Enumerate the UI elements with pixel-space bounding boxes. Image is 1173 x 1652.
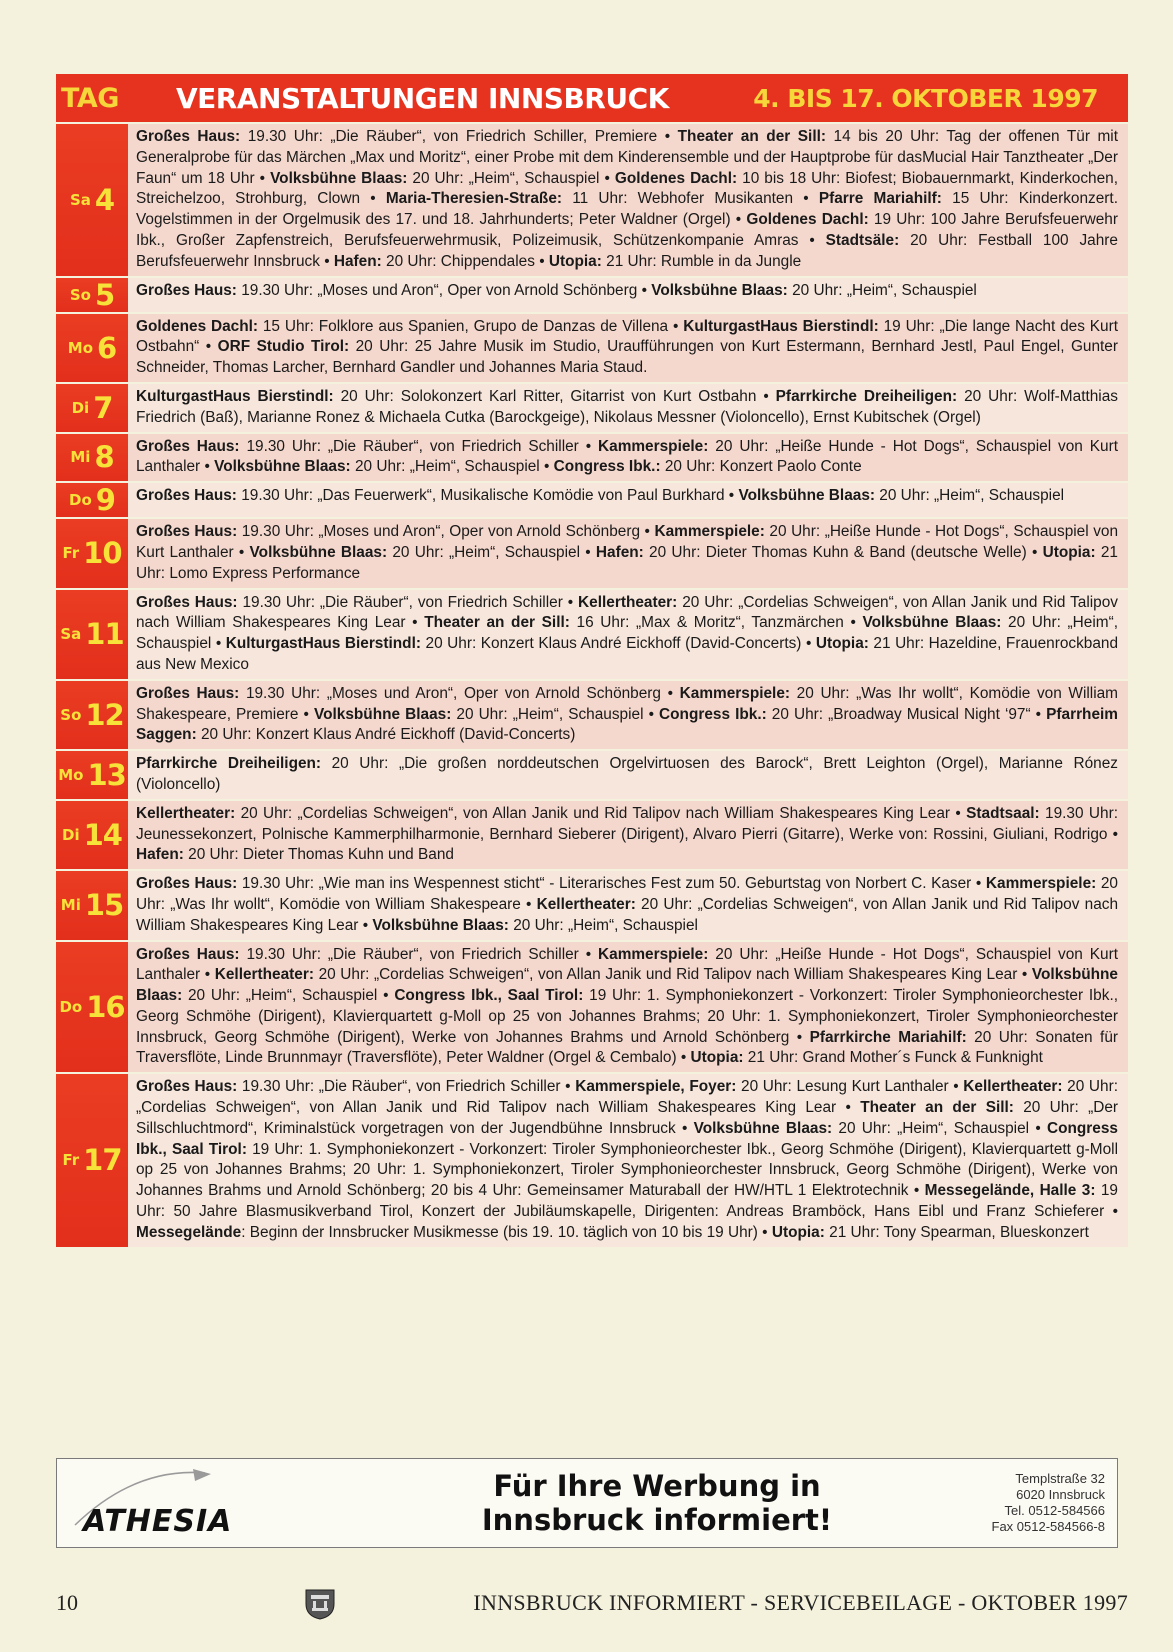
event-details: 20 Uhr: Sonaten für Traversflöte, Linde Brunnmayr (Traversflöte), Peter Waldner (Orgel & Cembalo) • — [136, 1028, 1118, 1067]
weekday-abbrev: Sa — [69, 190, 91, 209]
event-details: 20 Uhr: Lesung Kurt Lanthaler • — [736, 1078, 964, 1096]
event-details: 19.30 Uhr: „Die Räuber“, von Friedrich Schiller • — [237, 1078, 576, 1096]
venue-name: Goldenes Dachl: — [746, 211, 869, 229]
event-details: 19.30 Uhr: „Die Räuber“, von Friedrich Schiller • — [239, 945, 599, 963]
event-details: 20 Uhr: „Cordelias Schweigen“, von Allan Janik und Rid Talipov nach William Shakespeares King Lear • — [136, 895, 1119, 934]
day-row — [56, 432, 1128, 482]
event-listing — [128, 124, 1128, 276]
event-details: 20 Uhr: „Was Ihr wollt“, Komödie von William Shakespeare • — [136, 875, 1118, 913]
venue-name: Volksbühne Blaas: — [270, 169, 408, 187]
day-row — [56, 749, 1128, 799]
day-row — [56, 588, 1128, 679]
event-listing — [128, 801, 1128, 869]
date-range: 4. BIS 17. OKTOBER 1997 — [753, 83, 1098, 113]
event-details: 20 Uhr: „Der Sillschluchtmord“, Kriminalstück vorgetragen von der Jugendbühne Innsbruck • — [136, 1099, 1119, 1137]
day-row — [56, 799, 1128, 869]
venue-name: Kellertheater: — [578, 593, 678, 611]
day-number: 17 — [83, 1143, 122, 1178]
event-listing — [128, 871, 1128, 939]
event-details: 15 Uhr: Folklore aus Spanien, Grupo de Danzas de Villena • — [258, 317, 684, 335]
event-details: 20 Uhr: Konzert Klaus André Eickhoff (David-Concerts) • — [420, 635, 816, 653]
event-details: 19.30 Uhr: „Die Räuber“, von Friedrich Schiller, Premiere • — [240, 128, 678, 145]
event-details: 20 Uhr: „Heim“, Schauspiel • — [387, 543, 596, 561]
venue-name: Theater an der Sill: — [677, 128, 826, 145]
event-details: 20 Uhr: „Heim“, Schauspiel • — [832, 1119, 1047, 1137]
ad-fax: Fax 0512-584566-8 — [991, 1519, 1105, 1534]
ad-slogan-line1: Für Ihre Werbung in — [493, 1469, 821, 1503]
venue-name: Großes Haus: — [136, 487, 237, 505]
event-details: 21 Uhr: Grand Mother´s Funck & Funknight — [743, 1049, 1043, 1067]
weekday-abbrev: Mi — [60, 896, 81, 915]
venue-name: KulturgastHaus Bierstindl: — [136, 387, 334, 405]
weekday-abbrev: Fr — [62, 544, 80, 563]
day-label — [56, 1074, 128, 1246]
event-details: 21 Uhr: Hazeldine, Frauenrockband aus New Mexico — [136, 635, 1119, 673]
event-details: 20 Uhr: „Heim“, Schauspiel • — [182, 987, 395, 1005]
venue-name: Congress Ibk., Saal Tirol: — [394, 987, 584, 1005]
venue-name: Hafen: — [136, 846, 184, 864]
venue-name: Congress Ibk., Saal Tirol: — [136, 1119, 1118, 1158]
event-details: 20 Uhr: Chippendales • — [381, 252, 549, 270]
venue-name: Kammerspiele, Foyer: — [575, 1078, 737, 1096]
venue-name: Kammerspiele: — [679, 684, 791, 702]
event-details: 19.30 Uhr: „Moses und Aron“, Oper von Arnold Schönberg • — [239, 684, 680, 702]
event-details: 19 Uhr: 1. Symphoniekonzert - Vorkonzert: Tiroler Symphonieorchester Ibk., Georg Schmöhe (Dirigent), Klavierquartett g-Moll op 25 von Johannes Brahms; 20 Uhr: 1. Symphoniekonzert, Tiroler Symphonieorchester Innsbruck, Georg Schmöhe (Dirigent), Werke von Johannes Brahms und Arnold Schönberg; 20 bis 4 Uhr: Gemeinsamer Maturaball der HW/HTL 1 Elektrotechnik • — [136, 1140, 1118, 1200]
event-details: 20 Uhr: „Heiße Hunde - Hot Dogs“, Schauspiel von Kurt Lanthaler • — [136, 945, 1118, 984]
event-details: 21 Uhr: Rumble in da Jungle — [601, 252, 802, 270]
day-number: 9 — [95, 483, 115, 518]
event-details: 20 Uhr: „Heim“, Schauspiel • — [451, 705, 660, 723]
venue-name: Messegelände, Halle 3: — [924, 1182, 1096, 1200]
day-number: 8 — [94, 440, 114, 475]
day-number: 14 — [83, 817, 122, 852]
event-details: : Beginn der Innsbrucker Musikmesse (bis 19. 10. täglich von 10 bis 19 Uhr) • — [241, 1223, 772, 1241]
day-number: 11 — [85, 617, 124, 652]
day-row — [56, 679, 1128, 749]
weekday-abbrev: So — [60, 705, 82, 724]
venue-name: Congress Ibk.: — [659, 705, 767, 723]
day-row — [56, 382, 1128, 432]
venue-name: Großes Haus: — [136, 684, 240, 702]
day-row — [56, 312, 1128, 382]
venue-name: Hafen: — [595, 543, 644, 561]
event-details: 19.30 Uhr: „Moses und Aron“, Oper von Arnold Schönberg • — [236, 281, 652, 299]
event-listing — [128, 314, 1128, 382]
event-details: 20 Uhr: „Broadway Musical Night ‘97“ • — [766, 705, 1047, 723]
venue-name: Großes Haus: — [136, 1078, 238, 1096]
day-number: 13 — [87, 757, 126, 792]
day-number: 4 — [94, 182, 115, 217]
venue-name: Großes Haus: — [136, 593, 238, 611]
weekday-abbrev: So — [69, 285, 91, 304]
venue-name: Volksbühne Blaas: — [693, 1119, 833, 1137]
page-footer — [56, 1590, 1128, 1620]
page-number: 10 — [56, 1590, 78, 1615]
venue-name: Utopia: — [1042, 543, 1096, 561]
event-details: 20 Uhr: „Heim“, Schauspiel — [875, 487, 1065, 505]
event-details: 20 Uhr: Konzert Paolo Conte — [660, 458, 862, 476]
weekday-abbrev: Mi — [70, 448, 91, 467]
event-details: 20 Uhr: „Heim“, Schauspiel — [508, 916, 698, 934]
event-details: 20 Uhr: „Heim“, Schauspiel • — [136, 614, 1118, 653]
event-details: 14 bis 20 Uhr: Tag der offenen Tür mit Generalprobe für das Märchen „Max und Moritz“, einer Probe mit dem Kinderensemble und der Hauptprobe für dasMucial Hair Tanztheater „Der Faun“ um 18 Uhr • — [136, 128, 1119, 187]
event-listing — [128, 681, 1128, 749]
event-details: 19 Uhr: 100 Jahre Berufsfeuerwehr Ibk., Großer Zapfenstreich, Berufsfeuerwehrmusik, Polizeimusik, Schützenkompanie Amras • — [136, 211, 1118, 249]
day-number: 15 — [84, 888, 124, 923]
venue-name: KulturgastHaus Bierstindl: — [683, 317, 879, 335]
day-label — [56, 519, 128, 587]
venue-name: Goldenes Dachl: — [136, 317, 259, 335]
event-listing — [128, 483, 1128, 517]
venue-name: Maria-Theresien-Straße: — [385, 190, 563, 208]
event-details: 20 Uhr: Festball 100 Jahre Berufsfeuerwehr Innsbruck • — [136, 231, 1118, 270]
event-details: 20 Uhr: Dieter Thomas Kuhn und Band — [183, 846, 454, 864]
day-row — [56, 940, 1128, 1073]
event-listing — [128, 942, 1128, 1073]
event-listing — [128, 434, 1128, 482]
event-details: 20 Uhr: Konzert Klaus André Eickhoff (David-Concerts) — [196, 726, 576, 744]
ad-contact — [992, 1471, 1105, 1535]
day-label — [56, 434, 128, 482]
venue-name: Utopia: — [771, 1223, 825, 1241]
day-label — [56, 801, 128, 869]
weekday-abbrev: Do — [59, 997, 83, 1016]
venue-name: Pfarrkirche Mariahilf: — [809, 1028, 967, 1046]
event-details: 21 Uhr: Lomo Express Performance — [136, 543, 1118, 582]
event-details: 11 Uhr: Webhofer Musikanten • — [562, 190, 819, 208]
venue-name: Volksbühne Blaas: — [372, 916, 509, 934]
venue-name: Pfarre Mariahilf: — [818, 190, 942, 208]
event-details: 19.30 Uhr: „Die Räuber“, von Friedrich Schiller • — [239, 437, 599, 455]
event-details: 21 Uhr: Tony Spearman, Blueskonzert — [824, 1223, 1089, 1241]
venue-name: Volksbühne Blaas: — [651, 281, 788, 299]
venue-name: Großes Haus: — [136, 875, 238, 893]
venue-name: Großes Haus: — [136, 437, 240, 455]
ad-phone: Tel. 0512-584566 — [1004, 1503, 1105, 1518]
event-details: 20 Uhr: „Heim“, Schauspiel • — [350, 458, 554, 476]
event-details: 19.30 Uhr: Jeunessekonzert, Polnische Kammerphilharmonie, Bernhard Sieberer (Dirigent), Alvaro Pierri (Gitarre), Werke von: Rossini, Giuliani, Rodrigo • — [136, 804, 1118, 843]
venue-name: Goldenes Dachl: — [614, 169, 738, 187]
venue-name: Messegelände — [136, 1223, 242, 1241]
venue-name: Kammerspiele: — [598, 437, 709, 455]
event-details: 19 Uhr: „Die lange Nacht des Kurt Ostbahn“ • — [136, 317, 1118, 356]
athesia-logo-text: ATHESIA — [83, 1504, 233, 1539]
event-listing — [128, 1074, 1128, 1246]
venue-name: Stadtsäle: — [825, 231, 900, 249]
ad-address-street: Templstraße 32 — [1015, 1471, 1105, 1486]
weekday-abbrev: Mo — [58, 765, 84, 784]
event-details: 16 Uhr: „Max & Moritz“, Tanzmärchen • — [569, 614, 863, 632]
day-number: 7 — [93, 390, 113, 425]
event-details: 10 bis 18 Uhr: Biofest; Biobauernmarkt, Kinderkochen, Streichelzoo, Strohburg, Clown • — [136, 169, 1118, 208]
event-details: 20 Uhr: Solokonzert Karl Ritter, Gitarrist von Kurt Ostbahn • — [333, 387, 776, 405]
venue-name: Großes Haus: — [136, 945, 240, 963]
page-title: VERANSTALTUNGEN INNSBRUCK — [176, 81, 669, 115]
venue-name: Pfarrkirche Dreiheiligen: — [136, 755, 322, 773]
day-label — [56, 871, 128, 939]
event-details: 20 Uhr: „Was Ihr wollt“, Komödie von William Shakespeare, Premiere • — [136, 684, 1119, 723]
venue-name: Volksbühne Blaas: — [214, 458, 351, 476]
day-number: 5 — [94, 277, 115, 312]
venue-name: Kellertheater: — [214, 966, 314, 984]
venue-name: Großes Haus: — [136, 523, 238, 541]
venue-name: Volksbühne Blaas: — [738, 487, 876, 505]
venue-name: Großes Haus: — [136, 128, 241, 145]
venue-name: Kammerspiele: — [985, 875, 1097, 893]
weekday-abbrev: Sa — [60, 625, 82, 644]
day-label — [56, 483, 128, 517]
day-row — [56, 122, 1128, 276]
event-details: 19 Uhr: 1. Symphoniekonzert - Vorkonzert: Tiroler Symphonieorchester Ibk., Georg Schmöhe (Dirigent), Klavierquartett g-Moll op 25 von Johannes Brahms; 20 Uhr: 1. Symphoniekonzert, Tiroler Symphonieorchester Innsbruck, Georg Schmöhe (Dirigent), Werke von Johannes Brahms und Arnold Schönberg • — [136, 987, 1118, 1046]
event-details: 20 Uhr: „Cordelias Schweigen“, von Allan Janik und Rid Talipov nach William Shakespeares King Lear • — [136, 593, 1118, 632]
event-details: 20 Uhr: Wolf-Matthias Friedrich (Baß), Marianne Ronez & Michaela Cutka (Barockgeige), Nikolaus Messner (Violoncello), Ernst Kubitschek (Orgel) — [136, 387, 1118, 426]
day-number: 10 — [83, 536, 122, 571]
venue-name: ORF Studio Tirol: — [217, 338, 350, 356]
table-header — [56, 74, 1128, 122]
weekday-abbrev: Di — [71, 398, 90, 417]
weekday-abbrev: Do — [69, 491, 92, 510]
event-details: 20 Uhr: „Cordelias Schweigen“, von Allan Janik und Rid Talipov nach William Shakespeares King Lear • — [136, 1078, 1118, 1117]
ad-address-city: 6020 Innsbruck — [1016, 1487, 1105, 1502]
athesia-logo — [65, 1465, 285, 1541]
day-label — [56, 942, 128, 1073]
event-listing — [128, 278, 1128, 312]
venue-name: Volksbühne Blaas: — [313, 705, 452, 723]
publication-line: INNSBRUCK INFORMIERT - SERVICEBEILAGE - OKTOBER 1997 — [473, 1590, 1128, 1615]
day-label — [56, 314, 128, 382]
day-row — [56, 481, 1128, 517]
venue-name: Utopia: — [815, 635, 869, 653]
venue-name: Kammerspiele: — [654, 523, 765, 541]
venue-name: Pfarrkirche Dreiheiligen: — [775, 387, 958, 405]
city-crest-icon — [304, 1586, 336, 1620]
day-label — [56, 278, 128, 312]
venue-name: Pfarrheim Saggen: — [136, 705, 1118, 744]
event-details: 15 Uhr: Kinderkonzert. Vogelstimmen in der Orgelmusik des 17. und 18. Jahrhunderts; Peter Waldner (Orgel) • — [136, 190, 1118, 229]
venue-name: KulturgastHaus Bierstindl: — [225, 635, 421, 653]
event-details: 20 Uhr: „Cordelias Schweigen“, von Allan Janik und Rid Talipov nach William Shakespeares King Lear • — [313, 966, 1032, 984]
event-listing — [128, 384, 1128, 432]
venue-name: Theater an der Sill: — [860, 1099, 1014, 1117]
day-label — [56, 124, 128, 276]
weekday-abbrev: Mo — [67, 338, 94, 357]
day-number: 16 — [86, 989, 125, 1024]
day-row — [56, 276, 1128, 312]
ad-slogan — [447, 1469, 867, 1537]
event-details: 19 Uhr: 50 Jahre Blasmusikverband Tirol, Konzert der Jubiläumskapelle, Dirigenten: Andreas Bramböck, Hans Eibl und Franz Schieferer • — [136, 1182, 1118, 1221]
weekday-abbrev: Fr — [62, 1151, 80, 1170]
event-details: 20 Uhr: „Die großen norddeutschen Orgelvirtuosen des Barock“, Brett Leighton (Orgel), Marianne Rónez (Violoncello) — [136, 755, 1118, 793]
event-details: 19.30 Uhr: „Das Feuerwerk“, Musikalische Komödie von Paul Burkhard • — [236, 487, 739, 505]
event-listing — [128, 751, 1128, 799]
venue-name: Stadtsaal: — [966, 804, 1040, 822]
venue-name: Kellertheater: — [536, 895, 636, 913]
venue-name: Kellertheater: — [136, 804, 236, 822]
event-listing — [128, 590, 1128, 679]
event-details: 20 Uhr: „Heiße Hunde - Hot Dogs“, Schauspiel von Kurt Lanthaler • — [136, 437, 1118, 476]
athesia-advertisement — [56, 1458, 1118, 1548]
day-rows — [56, 122, 1128, 1247]
venue-name: Kammerspiele: — [598, 945, 709, 963]
event-details: 20 Uhr: „Cordelias Schweigen“, von Allan Janik und Rid Talipov nach William Shakespeares King Lear • — [235, 804, 967, 822]
day-row — [56, 869, 1128, 939]
venue-name: Großes Haus: — [136, 281, 237, 299]
venue-name: Utopia: — [690, 1049, 744, 1067]
ad-slogan-line2: Innsbruck informiert! — [481, 1503, 833, 1537]
tag-column-heading: TAG — [61, 82, 119, 114]
event-details: 19.30 Uhr: „Wie man ins Wespennest sticht“ - Literarisches Fest zum 50. Geburtstag von Norbert C. Kaser • — [237, 875, 986, 893]
day-label — [56, 681, 128, 749]
event-details: 20 Uhr: 25 Jahre Musik im Studio, Uraufführungen von Kurt Estermann, Bernhard Jestl, Paul Engel, Gunter Schneider, Thomas Larcher, Bernhard Gandler und Johannes Maria Staud. — [136, 338, 1118, 377]
venue-name: Utopia: — [548, 252, 602, 270]
venue-name: Volksbühne Blaas: — [862, 614, 1002, 632]
day-row — [56, 517, 1128, 587]
venue-name: Kellertheater: — [963, 1078, 1063, 1096]
event-details: 20 Uhr: Dieter Thomas Kuhn & Band (deutsche Welle) • — [643, 543, 1043, 561]
venue-name: Hafen: — [333, 252, 382, 270]
venue-name: Volksbühne Blaas: — [249, 543, 388, 561]
venue-name: Theater an der Sill: — [424, 614, 570, 632]
day-label — [56, 384, 128, 432]
event-details: 19.30 Uhr: „Moses und Aron“, Oper von Arnold Schönberg • — [237, 523, 655, 541]
event-details: 20 Uhr: „Heim“, Schauspiel • — [407, 169, 615, 187]
day-row — [56, 1072, 1128, 1246]
venue-name: Congress Ibk.: — [553, 458, 661, 476]
day-label — [56, 751, 128, 799]
day-number: 6 — [97, 330, 117, 365]
day-number: 12 — [85, 697, 124, 732]
event-details: 20 Uhr: „Heiße Hunde - Hot Dogs“, Schauspiel von Kurt Lanthaler • — [136, 523, 1119, 561]
events-table — [56, 74, 1128, 1247]
event-details: 19.30 Uhr: „Die Räuber“, von Friedrich Schiller • — [237, 593, 579, 611]
venue-name: Volksbühne Blaas: — [136, 966, 1118, 1005]
day-label — [56, 590, 128, 679]
weekday-abbrev: Di — [62, 825, 80, 844]
event-listing — [128, 519, 1128, 587]
event-details: 20 Uhr: „Heim“, Schauspiel — [787, 281, 977, 299]
